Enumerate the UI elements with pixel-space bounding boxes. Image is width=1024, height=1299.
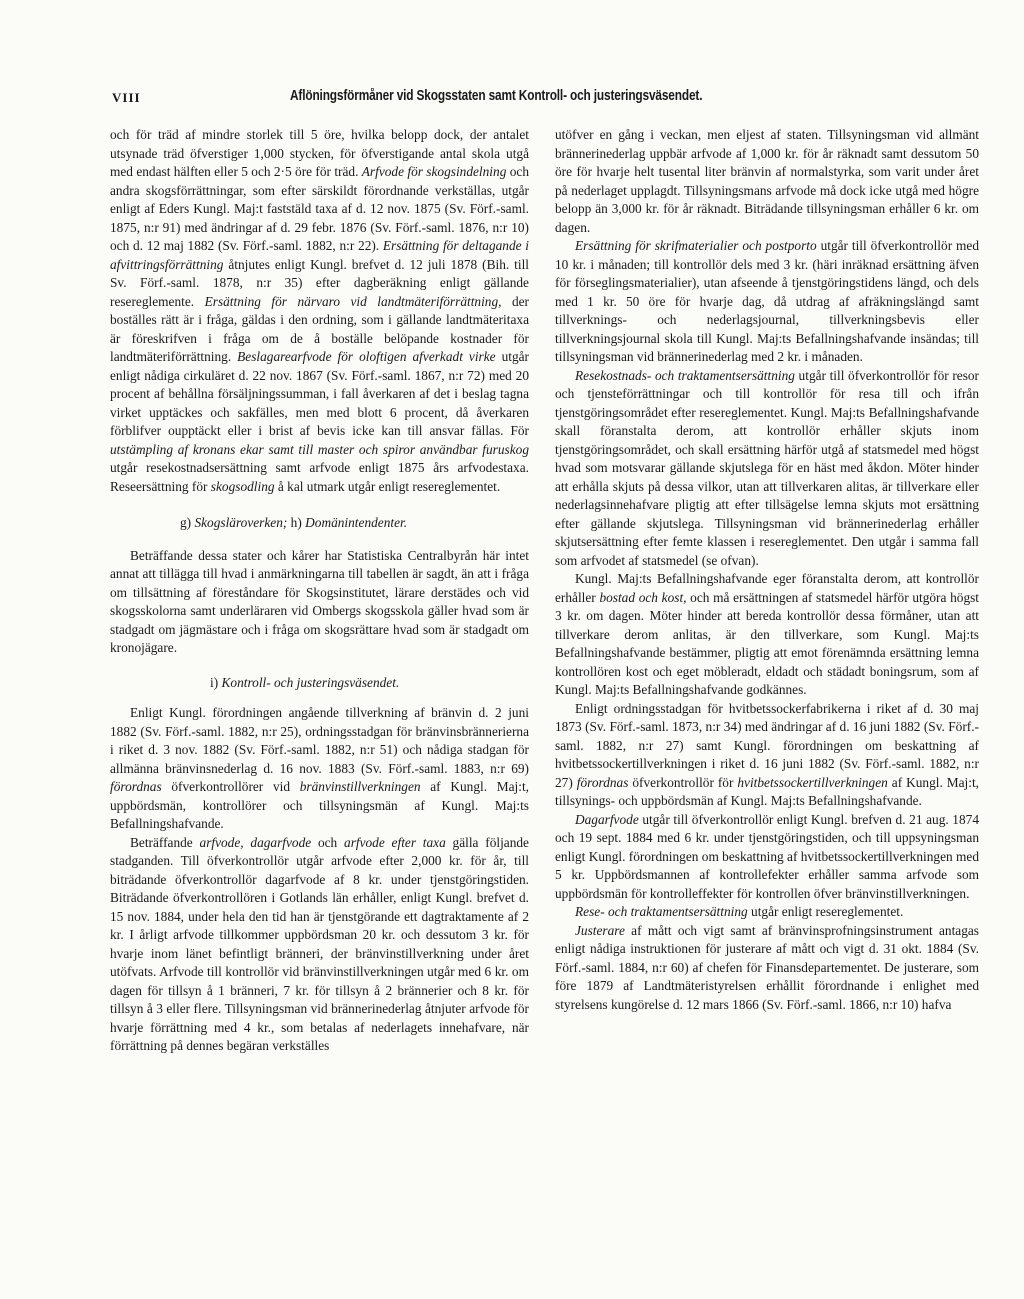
paragraph bbox=[555, 367, 979, 571]
italic-run: utstämpling af kronans ekar samt till master och spiror användbar furuskog bbox=[110, 441, 529, 457]
text-run: af Kungl. Maj:t, tillsynings- och uppbördsmän af Kungl. Maj:ts Befallningshafvande. bbox=[555, 774, 979, 808]
text-run: af Kungl. Maj:t, uppbördsmän, kontrollörer och tillsyningsmän af Kungl. Maj:ts Befallningshafvande. bbox=[110, 779, 529, 831]
text-run: utgår till öfverkontrollör för resor och tjensteförrättningar och till kontrollör för resa till och ifrån tjenstgöringsområdet efter resereglementet. Kungl. Maj:ts Befallningshafvande skall föranstalta derom, att kontrollör erhåller skjuts inom tjenstgöringsområdet, och skall ersättning härför utgå af statsmedel med högst hvad som motsvarar gällande skjutslega för en häst med åkdon. Möter hinder att erhålla skjuts på dessa vilkor, utan att tillverkaren alitas, är tillverkare eller nederlagsinnehafvare pligtig att efter tillsägelse lemna skjuts mot ersättning efter gällande skjutslega. Tillsyningsman vid brännerinederlag erhåller skjutsersättning efter femte klassen i resereglementet. Den utgår i samma fall som arfvodet af statsmedel (se ofvan). bbox=[555, 367, 979, 568]
text-run: h) bbox=[287, 515, 306, 530]
text-run: g) bbox=[180, 515, 195, 530]
italic-run: förordnas bbox=[110, 779, 162, 794]
italic-run: Dagarfvode bbox=[575, 811, 639, 827]
text-run: utgår enligt nådiga cirkuläret d. 22 nov. 1867 (Sv. Förf.-saml. 1867, n:r 72) med 20 procent af behållna försäljningssumman, i fall åverkaren af det i beslag tagna virket upptäckes och sakfälles, men med blott 6 procent, då åverkaren förblifver oupptäckt eller i brist af bevis icke kan till ansvar fällas. För bbox=[110, 349, 529, 438]
italic-run: arfvode, dagarfvode bbox=[199, 834, 312, 850]
paragraph bbox=[555, 237, 979, 367]
text-run: af mått och vigt samt af bränvinsprofningsinstrument antagas enligt nådiga instruktionen för justerare af mått och vigt d. 31 okt. 1884 (Sv. Förf.-saml. 1884, n:r 60) af chefen för Finansdepartementet. De justerare, som före 1879 af Landtmäteristyrelsen erhållit förordnande i enlighet med styrelsens kungörelse d. 12 mars 1866 (Sv. Förf.-saml. 1866, n:r 10) hafva bbox=[555, 922, 979, 1012]
italic-run: Rese- och traktamentsersättning bbox=[575, 904, 748, 919]
italic-run: Ersättning för närvaro vid landtmäteriförrättning, bbox=[204, 293, 502, 309]
italic-run: bostad och kost, bbox=[599, 589, 687, 605]
text-run: å kal utmark utgår enligt resereglementet. bbox=[274, 478, 501, 494]
text-run: der boställes rätt är i fråga, gäldas i den ordning, som i gällande landtmäteritaxa är föreskrifven i fråga om de å boställe belöpande kostnader för landtmäteriförrättning. bbox=[110, 293, 529, 364]
text-run: och må ersättningen af statsmedel härför utgöra högst 3 kr. om dagen. Möter hinder att bereda kontrollör dessa förmåner, utan att tillverkare derom anlitas, är den tillverkare, som Kungl. Maj:ts Befallningshafvande bestämmer, pligtig att emot förenämnda ersättning lemna kontrollören kost och eget möbleradt, eldadt och städadt boningsrum, som af Kungl. Maj:ts Befallningshafvande godkännes. bbox=[555, 589, 980, 697]
paragraph bbox=[110, 126, 529, 496]
text-run: Enligt Kungl. förordningen angående tillverkning af bränvin d. 2 juni 1882 (Sv. Förf.-saml. 1882, n:r 25), ordningsstadgan för bränvinsbrännerierna i riket d. 3 nov. 1882 (Sv. Förf.-saml. 1882, n:r 51) och nådiga stadgan för allmänna bränvinsnederlag d. 16 nov. 1883 (Sv. Förf.-saml. 1883, n:r 69) bbox=[110, 705, 529, 776]
italic-run: Domänintendenter. bbox=[305, 515, 408, 530]
page-number: VIII bbox=[112, 90, 141, 105]
text-run: och för träd af mindre storlek till 5 öre, hvilka belopp dock, der antalet utsynade träd öfverstiger 1,000 stycken, för öfverstigande antal skola utgå med endast hälften eller 5 och 2·5 öre för träd. bbox=[110, 127, 529, 179]
text-run: utgår till öfverkontrollör med 10 kr. i månaden; till kontrollör dels med 3 kr. (häri inräknad ersättning äfven för förseglingsmaterialier), utan afseende å tjenstgöringstidens längd, och dels med 1 kr. 50 öre för hvarje dag, då utdrag af afräkningslängd samt tillverknings- och nederlagsjournal, tillverkningsbevis eller tillverkningsjournal skola till Kungl. Maj:ts Befallningshafvande insändas; till tillsyningsman vid brännerinederlag med 2 kr. i månaden. bbox=[555, 238, 979, 364]
italic-run: arfvode efter taxa bbox=[344, 834, 446, 850]
italic-run: förordnas bbox=[576, 774, 629, 790]
text-run: i) bbox=[210, 674, 222, 690]
text-run: Beträffande bbox=[130, 834, 200, 850]
paragraph bbox=[110, 834, 529, 1056]
section-heading-g bbox=[110, 514, 529, 533]
paragraph bbox=[555, 811, 979, 904]
running-title: Aflöningsförmåner vid Skogsstaten samt Kontroll- och justeringsväsendet. bbox=[290, 88, 703, 104]
italic-run: Beslagarearfvode för oloftigen afverkadt virke bbox=[237, 349, 496, 364]
paragraph bbox=[555, 570, 979, 700]
italic-run: Resekostnads- och traktamentsersättning bbox=[575, 367, 795, 383]
italic-run: Arfvode för skogsindelning bbox=[361, 164, 507, 179]
paragraph: utöfver en gång i veckan, men eljest af staten. Tillsyningsman vid allmänt brännerinederlag uppbär arfvode af 1,000 kr. för år räknadt samt dessutom 50 öre för hvarje helt tusental liter bränvin af normalstyrka, som varit under året på nederlaget upplagdt. Tillsyningsmans arfvode må dock icke utgå med högre belopp än 3,000 kr. för år räknadt. Biträdande tillsyningsman erhåller 6 kr. om dagen. bbox=[555, 127, 979, 235]
text-run: åtnjutes enligt Kungl. brefvet d. 12 juli 1878 (Bih. till Sv. Förf.-saml. 1878, n:r 35) efter dagberäkning enligt gällande resereglemente. bbox=[110, 256, 529, 309]
paragraph bbox=[555, 922, 979, 1015]
text-run: och andra skogsförrättningar, som efter särskildt förordnande verkställas, utgår enligt af Eders Kungl. Maj:t faststäld taxa af d. 12 nov. 1875 (Sv. Förf.-saml. 1875, n:r 91) med ändringar af d. 29 febr. 1876 (Sv. Förf.-saml. 1876, n:r 10) och d. 12 maj 1882 (Sv. Förf.-saml. 1882, n:r 22). bbox=[110, 164, 529, 253]
text-run: öfverkontrollör för bbox=[628, 774, 738, 790]
text-run: utgår enligt resereglementet. bbox=[747, 904, 904, 919]
italic-run: skogsodling bbox=[210, 478, 275, 494]
italic-run: Ersättning för deltagande i afvittringsförrättning bbox=[110, 238, 529, 272]
section-heading-i bbox=[110, 674, 529, 693]
italic-run: Justerare bbox=[575, 922, 625, 938]
italic-run: hvitbetssockertillverkningen bbox=[737, 774, 888, 790]
paragraph bbox=[555, 700, 979, 811]
text-run: Kungl. Maj:ts Befallningshafvande eger föranstalta derom, att kontrollör erhåller bbox=[555, 571, 979, 605]
paragraph: Beträffande dessa stater och kårer har Statistiska Centralbyrån här intet annat att tillägga till hvad i anmärkningarna till tabellen är sagdt, än att i fråga om tillsättning af föreståndare för Skogsinstitutet, lärare derstädes och vid skogsskolorna samt underläraren vid Ombergs skogsskola gäller hvad som är stadgadt om jägmästare och i fråga om skogsrättare hvad som är stadgadt om kronojägare. bbox=[110, 547, 529, 655]
italic-run: Ersättning för skrifmaterialier och postporto bbox=[575, 238, 817, 253]
left-column bbox=[110, 126, 529, 1056]
italic-run: Kontroll- och justeringsväsendet. bbox=[221, 674, 400, 690]
text-run: utgår till öfverkontrollör enligt Kungl. brefven d. 21 aug. 1874 och 19 sept. 1884 med 6 kr. under tjenstgöringstiden, och till uppsyningsman enligt Kungl. förordningen om beskattning af hvitbetssockertillverkningen med 5 kr. Uppbördsmannen af kontrollefekter erhåller samma arfvode som uppbördsmän för kontrolleffekter för kontrollen öfver bränvinstillverkningen. bbox=[555, 811, 979, 901]
paragraph bbox=[110, 704, 529, 834]
paragraph bbox=[555, 903, 979, 922]
text-run: utgår resekostnadsersättning samt arfvode enligt 1875 års arfvodestaxa. Reseersättning för bbox=[110, 460, 529, 494]
italic-run: Skogsläroverken; bbox=[194, 515, 288, 530]
text-run: öfverkontrollörer vid bbox=[161, 779, 300, 794]
text-run: och bbox=[311, 834, 345, 850]
italic-run: bränvinstillverkningen bbox=[299, 779, 421, 794]
text-run: Enligt ordningsstadgan för hvitbetssockerfabrikerna i riket af d. 30 maj 1873 (Sv. Förf.-saml. 1873, n:r 34) med ändringar af d. 16 juni 1882 (Sv. Förf.-saml. 1882, n:r 27) samt Kungl. förordningen om beskattning af hvitbetssockertillverkningen i riket d. 16 juni 1882 (Sv. Förf.-saml. 1882, n:r 27) bbox=[555, 700, 979, 790]
text-run: gälla följande stadganden. Till öfverkontrollör utgår arfvode efter 2,000 kr. för år, till biträdande öfverkontrollör dagarfvode af 8 kr. under tjenstgöringstiden. Biträdande öfverkontrollören i Gotlands län erhåller, enligt Kungl. brefvet d. 15 nov. 1884, under hela den tid han är tjenstgörande ett dagtraktamente af 2 kr. I årligt arfvode tillkommer uppbördsman 20 kr. och dessutom 3 kr. för hvarje inom länet befintligt bränneri, der bränvinstillverkning under året utöfvats. Arfvode till kontrollör vid bränvinstillverkningen utgår med 6 kr. om dagen för tillsyn å 1 bränneri, 7 kr. för tillsyn å 2 brännerier och 8 kr. för tillsyn å 3 eller flere. Tillsyningsman vid brännerinederlag åtnjuter arfvode för hvarje förrättning med 4 kr., som betalas af nederlagets innehafvare, när förrättning på dennes begäran verkställes bbox=[110, 834, 529, 1053]
right-column bbox=[555, 126, 979, 1014]
